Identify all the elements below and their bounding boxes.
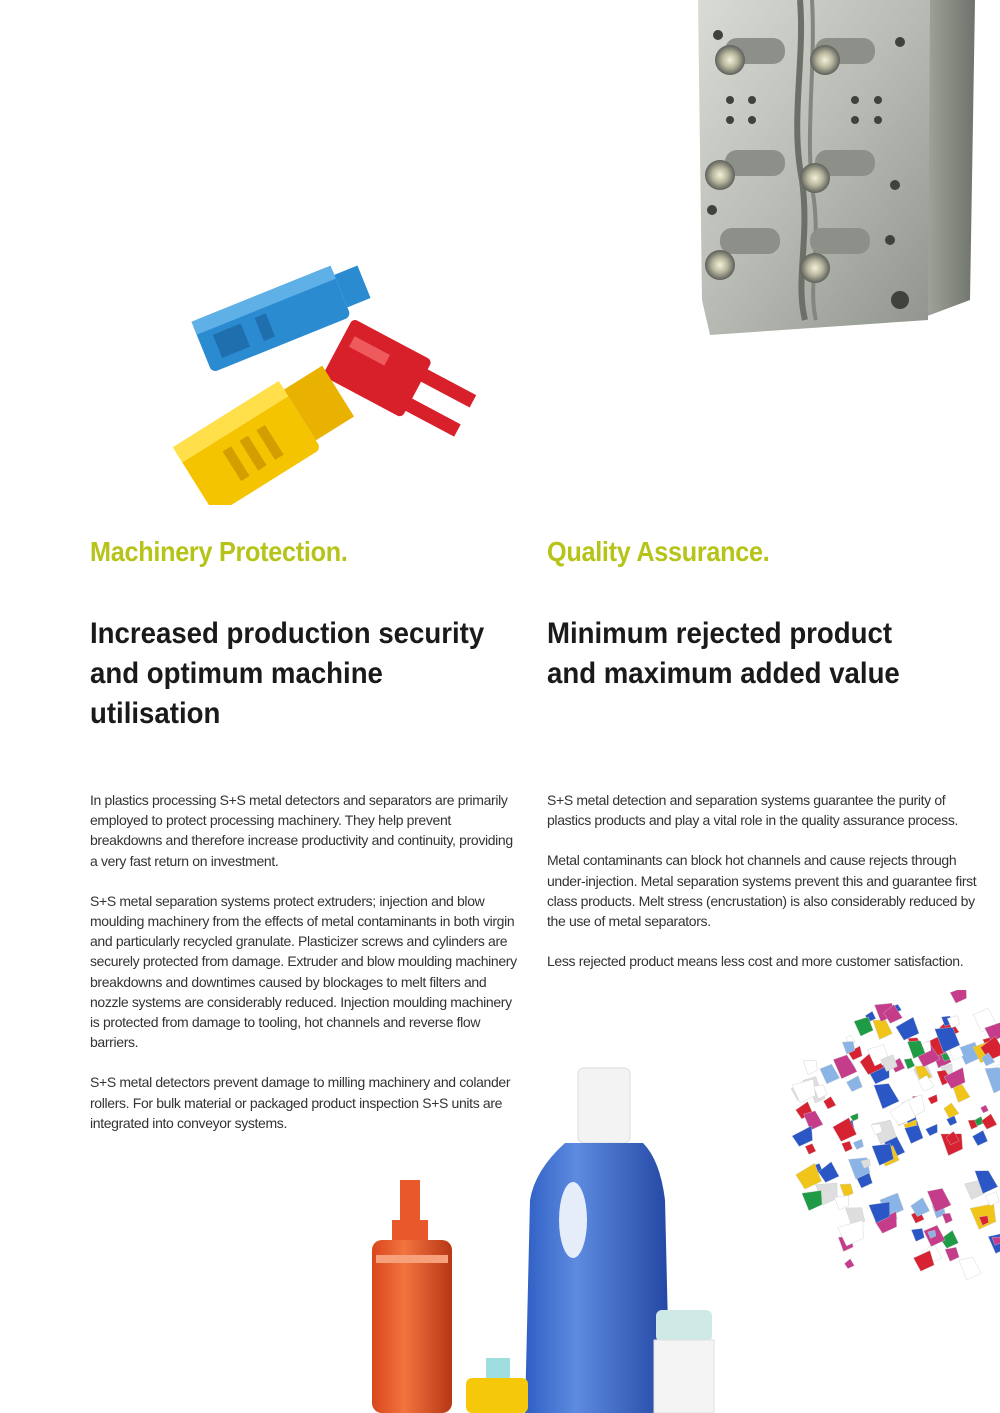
paragraph: S+S metal separation systems protect extruders; injection and blow moulding machinery from the effects of metal contaminants in both virgin and particularly recycled granulate. Plasticizer screws and cylinders are securely protected from damage. Extruder and blow moulding machinery breakdowns and downtimes caused by blockages to melt filters and nozzle systems are considerably reduced. Injection moulding machinery is protected from damage to tooling, hot channels and reverse flow barriers.: [90, 892, 517, 1051]
plastic-flake: [792, 1126, 813, 1147]
paragraph: In plastics processing S+S metal detectors and separators are primarily employed to protect processing machinery. They help prevent breakdowns and therefore increase productivity and continuity, providing a very fast return on investment.: [90, 792, 513, 869]
plastic-flake: [873, 1020, 893, 1040]
paragraph: S+S metal detection and separation systems guarantee the purity of plastics products and play a vital role in the quality assurance process.: [547, 792, 959, 829]
plastic-flake: [792, 1079, 816, 1103]
right-body-text: [547, 790, 977, 991]
plastic-flake: [840, 1184, 853, 1197]
plastic-bottles-image: [360, 1060, 740, 1413]
paragraph: S+S metal detectors prevent damage to milling machinery and colander rollers. For bulk material or packaged product inspection S+S units are integrated into conveyor systems.: [90, 1074, 511, 1131]
plastic-flake: [980, 1105, 988, 1113]
plastic-flake: [972, 1130, 987, 1145]
plastic-flake: [842, 1141, 853, 1152]
plastic-flake: [805, 1144, 816, 1155]
plastic-flake: [874, 1084, 899, 1109]
plastic-flake: [985, 1067, 1000, 1093]
plastic-flake: [926, 1124, 938, 1136]
plastic-flake: [981, 1114, 996, 1129]
plastic-flake: [942, 1213, 952, 1223]
headline-minimum-rejected-product: Minimum rejected product and maximum added value: [547, 617, 900, 690]
plastic-flake: [802, 1190, 822, 1210]
plastic-flake: [818, 1162, 839, 1183]
plastic-flake: [944, 1103, 959, 1118]
injection-mould-image: [690, 0, 980, 345]
plastic-flake: [928, 1094, 938, 1104]
plastic-flake: [927, 1188, 951, 1212]
plastic-flake: [945, 1247, 959, 1261]
plastic-flake: [911, 1228, 924, 1241]
section-label-quality-assurance: Quality Assurance.: [547, 536, 770, 567]
plastic-flake: [904, 1058, 915, 1069]
plastic-flake: [844, 1259, 854, 1269]
plastic-flakes-image: [780, 990, 1000, 1290]
plastic-flake: [823, 1096, 836, 1109]
paragraph: Less rejected product means less cost and more customer satisfaction.: [547, 953, 964, 970]
section-label-machinery-protection: Machinery Protection.: [90, 536, 348, 567]
plastic-flake: [896, 1017, 919, 1040]
plastic-flake: [803, 1060, 817, 1074]
paragraph: Metal contaminants can block hot channels and cause rejects through under-injection. Metal separation systems prevent this and guarantee first class products. Melt stress (encrustation) is also considerably reduced by the use of metal separators.: [547, 852, 977, 930]
plastic-flake: [846, 1076, 862, 1092]
plastic-flake: [959, 1257, 982, 1280]
plastic-flake: [804, 1111, 823, 1130]
plastic-connectors-image: [155, 255, 485, 505]
plastic-flake: [985, 1192, 999, 1206]
plastic-flake: [950, 990, 966, 1003]
plastic-flake: [853, 1139, 864, 1150]
headline-production-security: Increased production security and optimum machine utilisation: [90, 617, 485, 730]
plastic-flake: [905, 1125, 924, 1144]
plastic-flake: [850, 1113, 858, 1121]
